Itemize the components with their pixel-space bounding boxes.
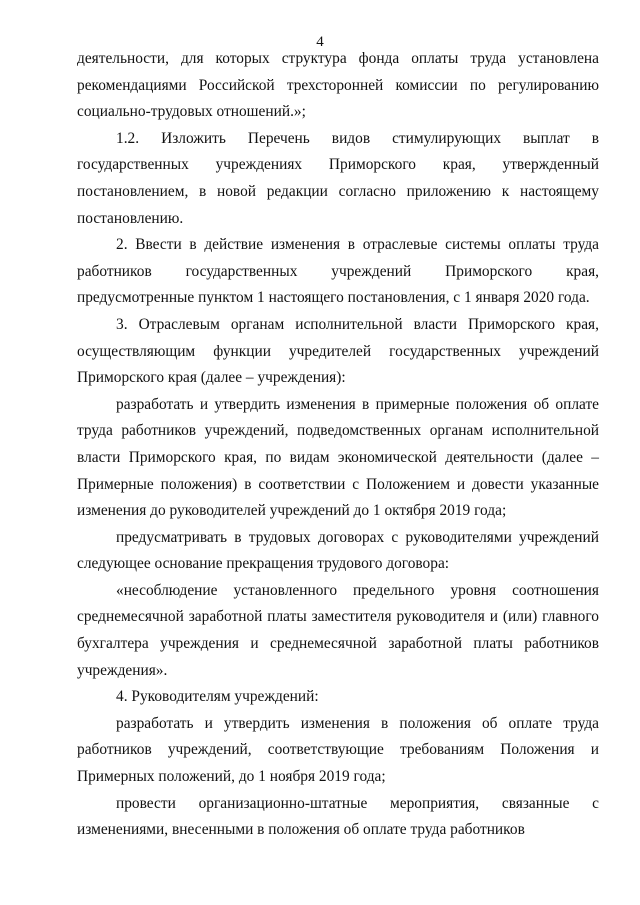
paragraph-item-1-2: 1.2. Изложить Перечень видов стимулирующих выплат в государственных учреждениях Приморского края, утвержденный постановлением, в новой редакции согласно приложению к настоящему постановлению. (77, 129, 599, 227)
paragraph-labor-contracts: предусматривать в трудовых договорах с руководителями учреждений следующее основание прекращения трудового договора: (77, 528, 599, 573)
paragraph-develop-changes: разработать и утвердить изменения в примерные положения об оплате труда работников учреждений, подведомственных органам исполнительной власти Приморского края, по видам экономической деятельности (далее – Примерные положения) в соответствии с Положением и довести указанные изменения до руководителей учреждений до 1 октября 2019 года; (77, 395, 599, 520)
paragraph-approve-changes: разработать и утвердить изменения в положения об оплате труда работников учреждений, соответствующие требованиям Положения и Примерных положений, до 1 ноября 2019 года; (77, 714, 599, 786)
paragraph-item-3: 3. Отраслевым органам исполнительной власти Приморского края, осуществляющим функции учредителей государственных учреждений Приморского края (далее – учреждения): (77, 315, 599, 387)
paragraph-continuation: деятельности, для которых структура фонда оплаты труда установлена рекомендациями Российской трехсторонней комиссии по регулированию социально-трудовых отношений.»; (77, 50, 599, 121)
paragraph-item-2: 2. Ввести в действие изменения в отраслевые системы оплаты труда работников государственных учреждений Приморского края, предусмотренные пунктом 1 настоящего постановления, с 1 января 2020 года. (77, 236, 599, 307)
document-body (77, 46, 599, 844)
paragraph-staffing-measures: провести организационно-штатные мероприятия, связанные с изменениями, внесенными в положения об оплате труда работников (77, 794, 599, 839)
paragraph-item-4: 4. Руководителям учреждений: (116, 688, 319, 706)
paragraph-quote-noncompliance: «несоблюдение установленного предельного уровня соотношения среднемесячной заработной платы заместителя руководителя и (или) главного бухгалтера учреждения и среднемесячной заработной платы работников учреждения». (77, 581, 599, 679)
page-number: 4 (316, 34, 324, 50)
